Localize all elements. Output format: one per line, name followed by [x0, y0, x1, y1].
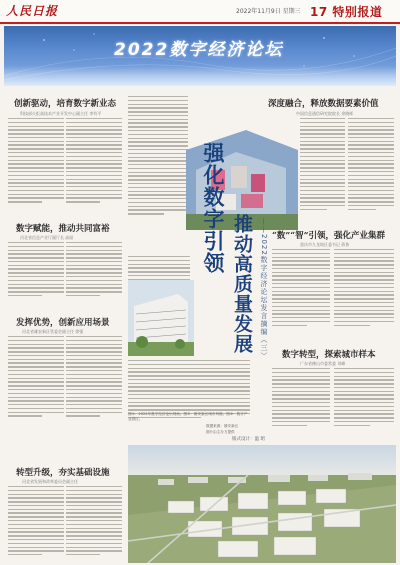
photo-aerial-city	[128, 445, 396, 563]
photo-credit: 数据来源：雄安新区	[206, 424, 239, 428]
page-label: 17 特别报道	[310, 5, 383, 19]
article-text-mid-top-a	[128, 96, 188, 217]
section-byline-7: 广东省佛山市委常委 刘峰	[300, 361, 346, 366]
article-text-3b	[66, 336, 122, 419]
section-byline-3: 河北省雄安新区管委会副主任 徐强	[22, 329, 84, 334]
section-byline-6: 重庆市九龙坡区委书记 蒋鲁	[300, 242, 350, 247]
section-heading-4: 转型升级，夯实基础设施	[16, 468, 110, 478]
issue-date: 2022年11月9日 星期三	[236, 8, 301, 15]
article-text-5b	[348, 118, 394, 213]
aerial-city-image	[128, 445, 396, 563]
article-text-1b	[66, 118, 122, 205]
section-heading-3: 发挥优势，创新应用场景	[16, 318, 110, 328]
headline-right: 推动高质量发展	[231, 214, 253, 354]
article-text-4a	[8, 486, 64, 558]
section-heading-2: 数字赋能，推动共同富裕	[16, 224, 110, 234]
section-byline-1: 科技部火炬高技术产业开发中心副主任 李有平	[20, 111, 102, 116]
article-text-2b	[66, 242, 122, 299]
article-text-3a	[8, 336, 64, 419]
article-text-2a	[8, 242, 64, 299]
photo-note: 图片由主办方提供	[206, 430, 235, 434]
article-text-7a	[272, 368, 330, 429]
headline-left: 强化数字引领	[201, 142, 226, 274]
article-text-5a	[300, 118, 345, 213]
banner-title: 2022数字经济论坛	[114, 40, 284, 60]
article-text-7b	[334, 368, 394, 429]
headline-subtitle: ——2022数字经济论坛发言摘编（三）	[260, 218, 268, 360]
section-heading-7: 数字转型，探索城市样本	[282, 350, 376, 360]
masthead	[0, 0, 400, 24]
layout-editor: 版式设计：温 珺	[232, 437, 265, 442]
article-text-6a	[272, 249, 330, 328]
article-text-6b	[334, 249, 394, 328]
section-heading-5: 深度融合，释放数据要素价值	[268, 99, 379, 109]
section-heading-1: 创新驱动，培育数字新业态	[14, 99, 117, 109]
section-byline-4: 河北省发展和改革委员会副主任	[22, 479, 78, 484]
photo-architecture	[128, 280, 194, 356]
figure-caption: 图①：2022年数字经济论坛现场。图②：雄安新区城市风貌。图③：数字产业园区。	[128, 412, 248, 421]
section-byline-2: 河北省信息产业厅副厅长 高丽	[20, 235, 74, 240]
banner-glow	[4, 66, 396, 86]
architecture-image	[128, 280, 194, 356]
article-text-1a	[8, 118, 64, 205]
forum-banner	[4, 26, 396, 86]
section-byline-5: 中国信息通信研究院院长 余晓晖	[296, 111, 354, 116]
newspaper-logo: 人民日报	[6, 4, 59, 18]
section-heading-6: “数”“智”引领，强化产业集群	[272, 231, 386, 241]
article-text-4b	[66, 486, 122, 558]
